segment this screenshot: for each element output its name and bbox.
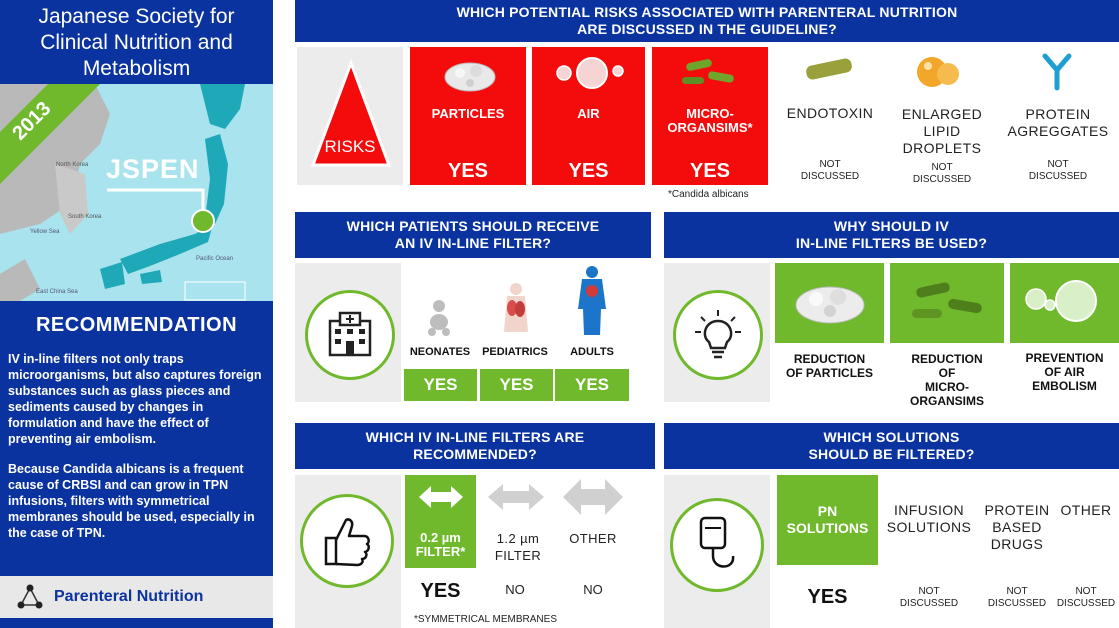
solution-status-protein: NOT DISCUSSED (987, 586, 1047, 609)
solution-status-infusion: NOT DISCUSSED (899, 586, 959, 609)
patients-header-text: WHICH PATIENTS SHOULD RECEIVE AN IV IN-LINE FILTER? (346, 218, 600, 251)
recommendation-paragraph-2: Because Candida albicans is a frequent cause of CRBSI and can grow in TPN infusions, filters with symmetrical membranes should be used, especially in the case of TPN. (8, 462, 255, 540)
filter-label-other: OTHER (569, 531, 617, 546)
risk-label-protein-aggregates: PROTEIN AGREGGATES (1007, 106, 1109, 139)
society-label: JSPEN (106, 154, 200, 184)
thumbs-up-icon (322, 514, 372, 568)
risk-label-particles: PARTICLES (431, 106, 505, 121)
year-ribbon (0, 84, 110, 194)
map-label-east-china-sea: East China Sea (36, 289, 78, 295)
why-circle (673, 290, 763, 380)
endotoxin-icon (800, 56, 860, 86)
solutions-header-text: WHICH SOLUTIONS SHOULD BE FILTERED? (808, 429, 975, 462)
child-anatomy-icon (498, 282, 534, 336)
marker-line (105, 185, 215, 235)
double-arrow-icon (488, 483, 544, 511)
risks-footnote: *Candida albicans (668, 189, 749, 200)
risks-triangle-label: RISKS (324, 137, 376, 156)
particle-icon (790, 279, 870, 329)
why-header-text: WHY SHOULD IV IN-LINE FILTERS BE USED? (795, 218, 988, 251)
risk-label-microorganisms: MICRO- ORGANSIMS* (667, 106, 753, 135)
solution-card-pn (777, 475, 878, 565)
double-arrow-icon (563, 478, 623, 516)
hospital-icon (324, 311, 376, 359)
recommendation-paragraph-1: IV in-line filters not only traps microorganisms, but also captures foreign substances such as glass pieces and sediments caused by changes in formulation and have the effect of preventing air embolism. (8, 352, 262, 446)
risk-status-microorganisms: YES (689, 160, 731, 182)
why-header (664, 212, 1119, 258)
risk-label-endotoxin: ENDOTOXIN (786, 105, 874, 121)
double-arrow-icon (419, 485, 463, 509)
solution-label-other: OTHER (1060, 502, 1112, 518)
risks-header (295, 0, 1119, 42)
filters-header-text: WHICH IV IN-LINE FILTERS ARE RECOMMENDED? (365, 429, 585, 462)
risks-header-text: WHICH POTENTIAL RISKS ASSOCIATED WITH PARENTERAL NUTRITION ARE DISCUSSED IN THE GUIDELINE? (456, 4, 958, 37)
patient-status-neonates: YES (404, 369, 477, 401)
risks-icon-box (297, 47, 403, 185)
org-title-text: Japanese Society for Clinical Nutrition and Metabolism (38, 5, 235, 80)
air-bubble-icon (1016, 277, 1114, 329)
bacteria-icon (908, 281, 988, 327)
why-label-particles: REDUCTION OF PARTICLES (785, 352, 874, 380)
why-label-microorganisms: REDUCTION OF MICRO- ORGANSIMS (909, 352, 984, 408)
solutions-circle (670, 498, 764, 592)
risk-label-air: AIR (577, 106, 600, 121)
filter-label-0-2: 0.2 µm FILTER* (415, 530, 466, 559)
patient-status-pediatrics: YES (480, 369, 553, 401)
filters-header (295, 423, 655, 469)
risk-card-air (532, 47, 645, 185)
org-title (0, 4, 273, 82)
sidebar-footer (0, 576, 273, 618)
patient-status-adults: YES (555, 369, 629, 401)
adult-anatomy-icon (574, 265, 610, 337)
map-label-north-korea: North Korea (56, 162, 89, 168)
filter-status-0-2: YES (420, 580, 461, 602)
solution-label-protein: PROTEIN BASED DRUGS (984, 502, 1050, 552)
solution-label-pn: PN SOLUTIONS (786, 503, 869, 536)
why-card-particles (775, 263, 884, 343)
patients-header (295, 212, 651, 258)
year-ribbon-shape (0, 84, 110, 194)
risk-status-lipid-droplets: NOT DISCUSSED (912, 162, 972, 185)
map-label-pacific-ocean: Pacific Ocean (196, 256, 234, 262)
solution-label-infusion: INFUSION SOLUTIONS (886, 502, 972, 535)
iv-bag-icon (695, 516, 739, 574)
filter-status-1-2: NO (505, 582, 525, 597)
risk-label-lipid-droplets: ENLARGED LIPID DROPLETS (901, 106, 983, 156)
bacteria-icon (680, 57, 740, 91)
why-card-air (1010, 263, 1119, 343)
recommendation-title: RECOMMENDATION (35, 314, 238, 336)
why-card-microorganisms (890, 263, 1004, 343)
year-label: 2013 (8, 97, 56, 145)
lightbulb-icon (693, 308, 743, 362)
solution-status-other: NOT DISCUSSED (1056, 586, 1116, 609)
risk-status-particles: YES (447, 160, 489, 182)
risk-card-particles (410, 47, 526, 185)
risk-status-protein-aggregates: NOT DISCUSSED (1028, 159, 1088, 182)
footer-label: Parenteral Nutrition (54, 588, 204, 605)
why-label-air: PREVENTION OF AIR EMBOLISM (1025, 351, 1104, 393)
risk-status-endotoxin: NOT DISCUSSED (800, 159, 860, 182)
antibody-icon (1040, 52, 1074, 92)
lipid-droplet-icon (912, 52, 968, 92)
map-label-yellow-sea: Yellow Sea (30, 229, 60, 235)
air-bubble-icon (550, 53, 630, 95)
baby-icon (424, 298, 454, 338)
solutions-header (664, 423, 1119, 469)
filters-circle (300, 494, 394, 588)
patient-label-neonates: NEONATES (409, 346, 471, 358)
map-label-south-korea: South Korea (68, 214, 102, 220)
solution-status-pn: YES (807, 586, 848, 608)
risk-status-air: YES (568, 160, 609, 182)
patients-circle (305, 290, 395, 380)
filters-footnote: *SYMMETRICAL MEMBRANES (414, 614, 557, 625)
particle-icon (442, 55, 498, 95)
patient-label-adults: ADULTS (570, 346, 614, 358)
risk-card-microorganisms (652, 47, 768, 185)
network-icon (16, 583, 44, 611)
filter-status-other: NO (583, 582, 603, 597)
filter-card-0-2 (405, 475, 476, 568)
filter-label-1-2: 1.2 µm FILTER (494, 531, 542, 563)
patient-label-pediatrics: PEDIATRICS (482, 346, 548, 358)
